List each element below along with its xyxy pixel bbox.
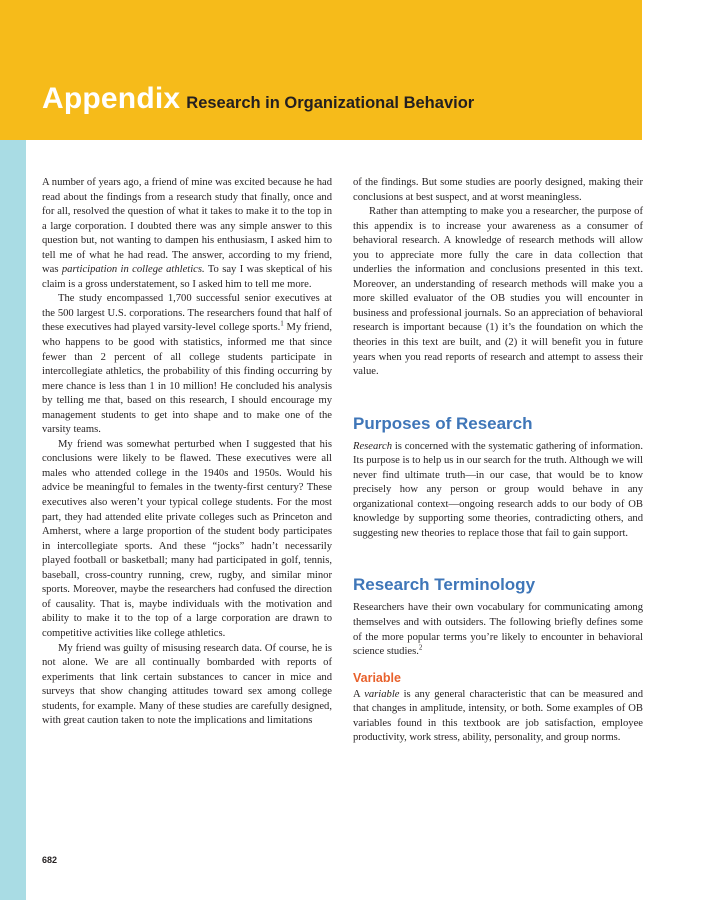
section-heading-purposes: Purposes of Research bbox=[353, 413, 533, 433]
footnote-ref: 1 bbox=[280, 319, 284, 328]
paragraph: My friend was somewhat perturbed when I suggested that his conclusions were likely to be flawed. These executives were all males who attended college in the 1940s and 1950s. Would his advice be meaningful to females in the twenty-first century? These executives also weren’t your typical college students. For the most part, they had attended elite private colleges such as Princeton and Amherst, where a large proportion of the student body participates in intercollegiate sports. And these “jocks” hadn’t necessarily played football or basketball; many had participated in golf, tennis, baseball, cross-country running, crew, rugby, and similar minor sports. Moreover, maybe the researchers had confused the direction of causality. That is, maybe individuals with the motivation and ability to make it to the top of a large corporation are drawn to competitive activities like college athletics. bbox=[42, 438, 332, 639]
footnote-ref: 2 bbox=[418, 643, 423, 652]
subsection-heading-variable: Variable bbox=[353, 670, 401, 685]
appendix-subtitle: Research in Organizational Behavior bbox=[186, 94, 475, 112]
paragraph: Rather than attempting to make you a researcher, the purpose of this appendix is to increase your awareness as a consumer of behavioral research. A knowledge of research methods will allow you to appreciate more fully the care in data collection that underlies the information and conclusions presented in this text. Moreover, an understanding of research methods will make you a more skilled evaluator of the OB studies you will encounter in business and professional journals. So an appreciation of behavioral research is important because (1) it’s the foundation on which the theories in this text are built, and (2) it will benefit you in future years when you read reports of research and attempt to assess their value. bbox=[353, 206, 643, 378]
paragraph: My friend was guilty of misusing research data. Of course, he is not alone. We are all continually bombarded with reports of experiments that link certain substances to cancer in mice and surveys that show changing attitudes toward sex among college students, for example. Many of these studies are carefully designed, with great caution taken to note the implications and limitations bbox=[42, 642, 332, 727]
paragraph: A variable is any general characteristic that can be measured and that changes in amplitude, intensity, or both. Some examples of OB variables found in this textbook are job satisfaction, employee productivity, work stress, ability, personality, and group norms. bbox=[353, 688, 643, 744]
paragraph: Researchers have their own vocabulary for communicating among themselves and with outsiders. The following briefly defines some of the more popular terms you’re likely to encounter in behavioral science studies.$^2$ bbox=[353, 602, 643, 658]
paragraph: The study encompassed 1,700 successful senior executives at the 500 largest U.S. corporations. The researchers found that half of these executives had played varsity-level college sports.$^1$ My friend, who happens to be good with statistics, informed me that since fewer than 2 percent of all college students participate in intercollegiate athletics, the probability of this finding occurring by mere chance is less than 1 in 10 million! He concluded his analysis by telling me that, based on this research, I should encourage my management students to get into shape and to make one of the varsity teams. bbox=[42, 293, 332, 436]
left-column bbox=[42, 176, 332, 729]
paragraph: Research is concerned with the systematic gathering of information. Its purpose is to help us in our search for the truth. Although we will never find ultimate truth—in our case, that would be to know precisely how any person or group would behave in any organizational context—ongoing research adds to our body of OB knowledge by supporting some theories, contradicting others, and suggesting new theories to replace those that fail to gain support. bbox=[353, 440, 643, 539]
paragraph: of the findings. But some studies are poorly designed, making their conclusions at best suspect, and at worst meaningless. bbox=[353, 177, 643, 203]
page-number: 682 bbox=[42, 855, 58, 865]
section-heading-terminology: Research Terminology bbox=[353, 575, 536, 595]
side-accent-bar bbox=[0, 140, 26, 900]
right-column bbox=[353, 176, 643, 746]
header-title bbox=[42, 82, 474, 116]
appendix-label: Appendix bbox=[42, 82, 181, 115]
paragraph: A number of years ago, a friend of mine was excited because he had read about the findings from a research study that finally, once and for all, resolved the question of what it takes to make it to the top in a large corporation. I doubted there was any simple answer to this question but, not wanting to dampen his enthusiasm, I asked him to tell me of what he had read. The answer, according to my friend, was participation in college athletics. To say I was skeptical of his claim is a gross understatement, so I asked him to tell me more. bbox=[42, 177, 333, 290]
chapter-header bbox=[0, 0, 642, 140]
